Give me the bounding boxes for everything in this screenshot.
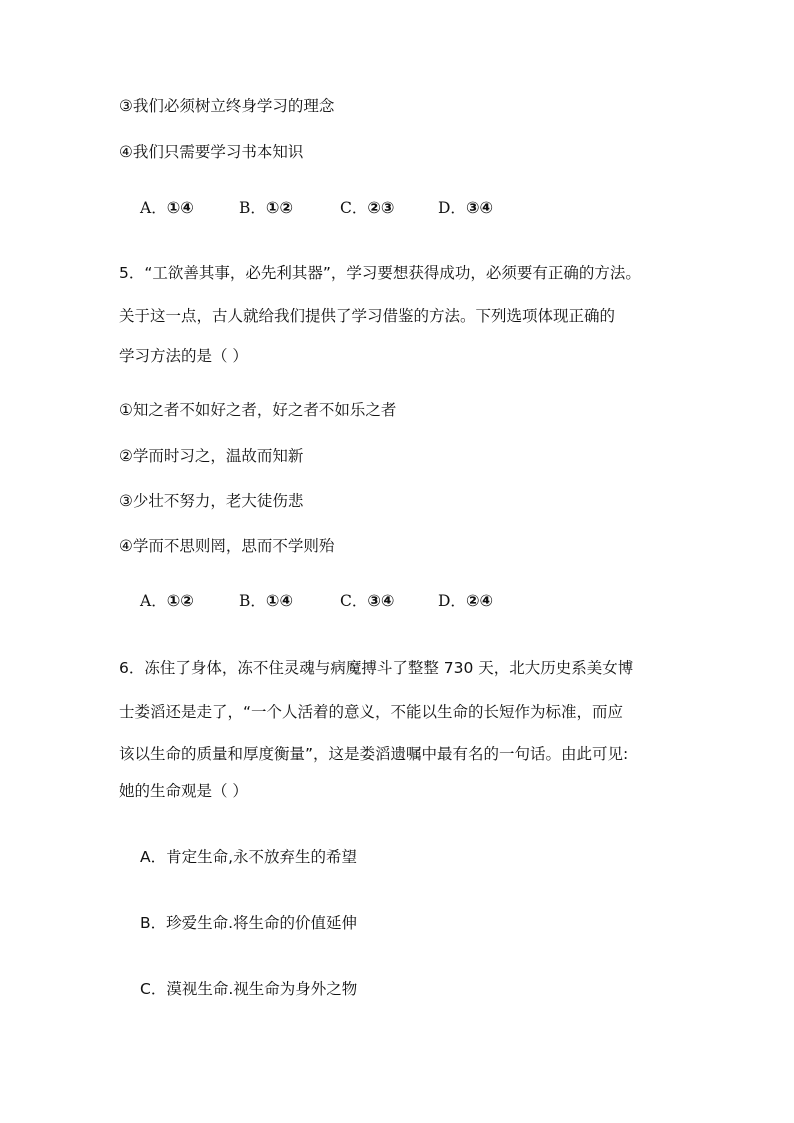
q5-statement-4: ④学而不思则罔，思而不学则殆 [119, 537, 335, 555]
q5-stem-line-1: 5．“工欲善其事，必先利其器”，学习要想获得成功，必须要有正确的方法。 [119, 264, 641, 282]
q6-stem-line-3: 该以生命的质量和厚度衡量”，这是娄滔遗嘱中最有名的一句话。由此可见: [119, 745, 629, 763]
q6-stem-line-4: 她的生命观是（ ） [119, 782, 248, 800]
q6-option-a: A．肯定生命,永不放弃生的希望 [140, 848, 358, 866]
q4-option-b-letter: B． [239, 199, 266, 217]
q5-option-c-choice: ③④ [367, 591, 395, 610]
q5-option-d-letter: D． [438, 592, 466, 610]
q6-stem-line-2: 士娄滔还是走了，“一个人活着的意义，不能以生命的长短作为标准，而应 [119, 703, 624, 721]
q5-statement-3: ③少壮不努力，老大徒伤悲 [119, 492, 304, 510]
q5-option-d-choice: ②④ [465, 591, 494, 610]
q4-option-b [239, 198, 293, 218]
q4-statement-3: ③我们必须树立终身学习的理念 [119, 97, 335, 115]
q4-option-c-letter: C． [340, 199, 368, 217]
q4-option-c [340, 198, 394, 218]
q4-option-a-choice: ①④ [166, 198, 194, 217]
q5-option-a-letter: A． [140, 592, 167, 610]
q5-option-a-choice: ①② [166, 591, 194, 610]
q4-option-a-letter: A． [140, 199, 167, 217]
q5-option-b [239, 591, 293, 611]
q4-option-b-choice: ①② [265, 198, 293, 217]
q5-option-d [438, 591, 493, 611]
q6-stem-line-1: 6．冻住了身体，冻不住灵魂与病魔搏斗了整整 730 天，北大历史系美女博 [119, 659, 634, 677]
q4-statement-4: ④我们只需要学习书本知识 [119, 143, 304, 161]
q4-option-c-choice: ②③ [367, 198, 395, 217]
q6-option-c: C．漠视生命.视生命为身外之物 [140, 980, 358, 998]
q5-option-c-letter: C． [340, 592, 368, 610]
q5-option-b-letter: B． [239, 592, 266, 610]
q5-stem-line-3: 学习方法的是（ ） [119, 347, 248, 365]
q5-option-c [340, 591, 394, 611]
q4-option-a [140, 198, 194, 218]
q4-option-d-letter: D． [438, 199, 466, 217]
q5-option-b-choice: ①④ [265, 591, 293, 610]
q5-stem-line-2: 关于这一点，古人就给我们提供了学习借鉴的方法。下列选项体现正确的 [119, 307, 616, 325]
q4-option-d-choice: ③④ [465, 198, 494, 217]
q5-statement-1: ①知之者不如好之者，好之者不如乐之者 [119, 401, 397, 419]
q5-option-a [140, 591, 194, 611]
q5-statement-2: ②学而时习之，温故而知新 [119, 447, 304, 465]
q4-option-d [438, 198, 493, 218]
q6-option-b: B．珍爱生命.将生命的价值延伸 [140, 914, 358, 932]
